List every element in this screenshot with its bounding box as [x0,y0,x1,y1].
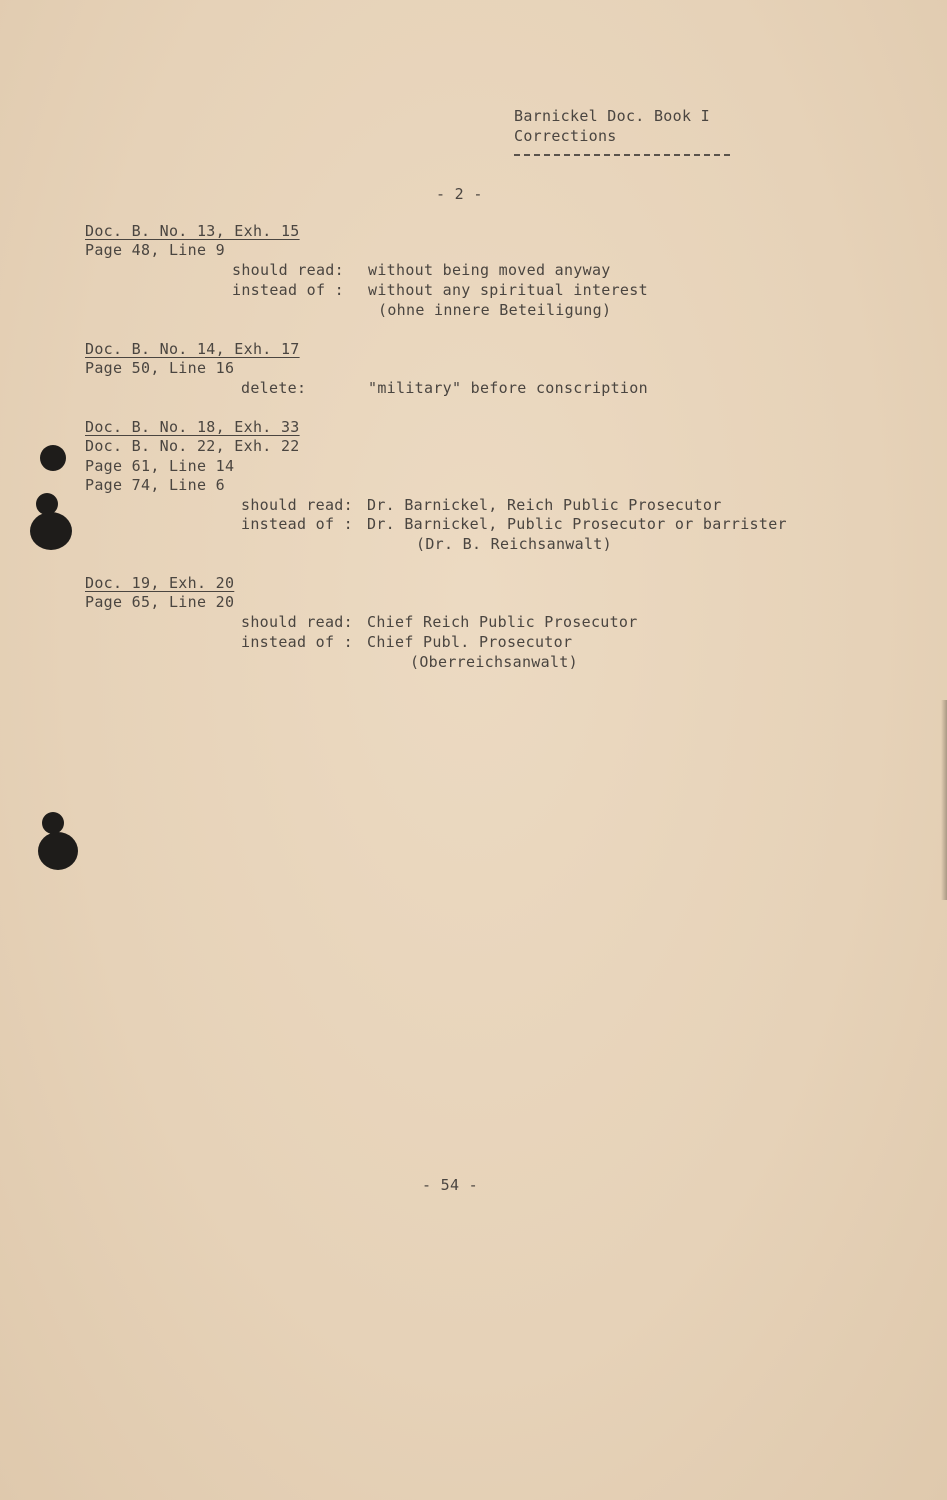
page-line-reference: Page 61, Line 14 [85,457,235,475]
correction-text: without being moved anyway [368,261,611,279]
correction-text: without any spiritual interest [368,281,648,299]
doc-reference: Doc. B. No. 13, Exh. 15 [85,222,300,240]
correction-text: Dr. Barnickel, Public Prosecutor or barrister [367,515,787,533]
page-edge-shadow [941,700,947,900]
header-dash-rule [514,154,730,156]
original-german-text: (ohne innere Beteiligung) [378,301,612,319]
page-line-reference: Page 48, Line 9 [85,241,225,259]
correction-text: Chief Publ. Prosecutor [367,633,573,651]
punch-hole [30,512,72,550]
doc-reference: Doc. B. No. 18, Exh. 33 [85,418,300,436]
punch-hole [40,445,66,471]
original-german-text: (Oberreichsanwalt) [410,653,578,671]
correction-label: instead of : [232,281,344,299]
correction-label: should read: [241,496,353,514]
correction-label: instead of : [241,515,353,533]
correction-label: delete: [241,379,307,397]
doc-reference: Doc. 19, Exh. 20 [85,574,235,592]
header-line-1: Barnickel Doc. Book I [514,107,710,125]
page-line-reference: Page 65, Line 20 [85,593,235,611]
correction-text: Chief Reich Public Prosecutor [367,613,638,631]
original-german-text: (Dr. B. Reichsanwalt) [416,535,612,553]
correction-text: Dr. Barnickel, Reich Public Prosecutor [367,496,722,514]
correction-label: instead of : [241,633,353,651]
footer-page-number: - 54 - [422,1176,478,1194]
page-line-reference: Page 50, Line 16 [85,359,235,377]
punch-hole [42,812,64,834]
page-marker: - 2 - [436,185,483,203]
correction-label: should read: [232,261,344,279]
correction-text: "military" before conscription [368,379,648,397]
correction-label: should read: [241,613,353,631]
doc-reference: Doc. B. No. 14, Exh. 17 [85,340,300,358]
header-line-2: Corrections [514,127,617,145]
page-line-reference: Page 74, Line 6 [85,476,225,494]
doc-reference: Doc. B. No. 22, Exh. 22 [85,437,300,455]
punch-hole [38,832,78,870]
